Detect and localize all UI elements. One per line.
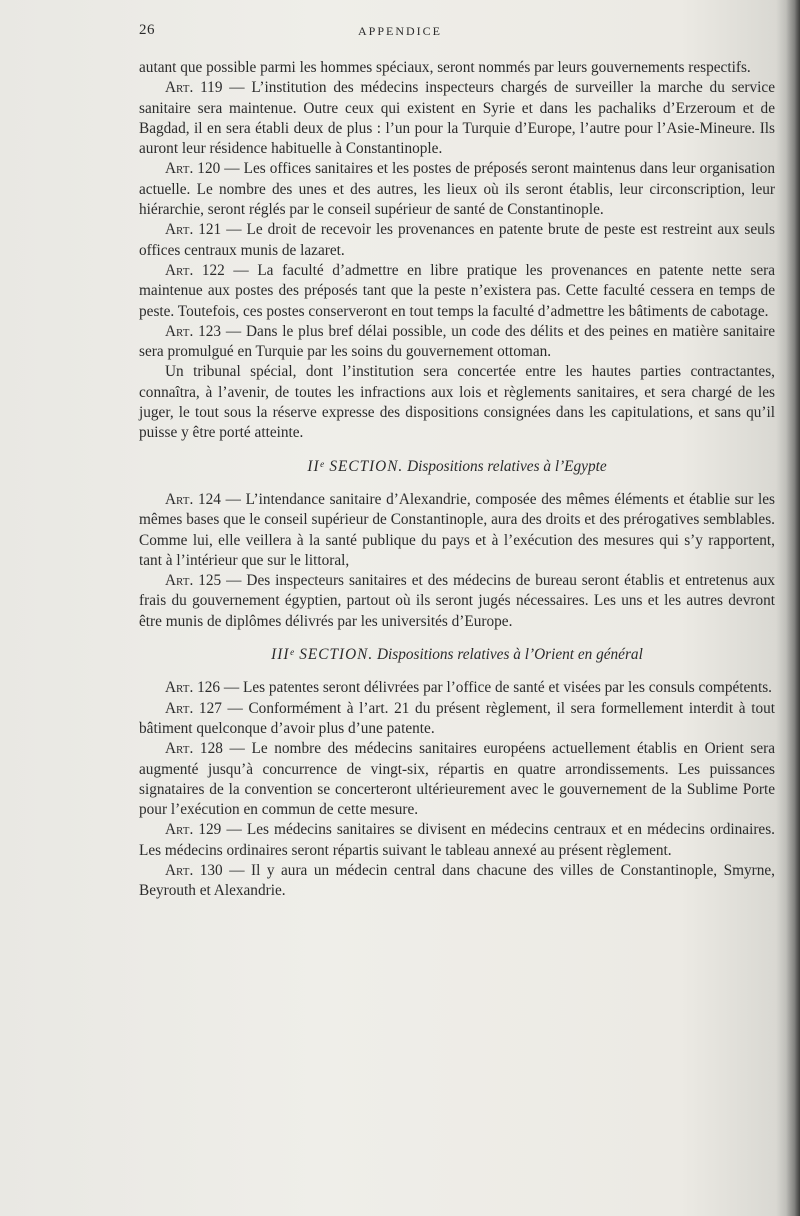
page-edge-shadow bbox=[786, 0, 800, 1216]
article-120 bbox=[139, 159, 775, 220]
article-text: — L’intendance sanitaire d’Alexandrie, composée des mêmes éléments et établie sur les mêmes bases que le conseil supérieur de Constantinople, aura des droits et des prérogatives semblables. Comme lui, elle veillera à la santé publique du pays et à l’exécution des mesures qui s’y rapportent, tant à l’intérieur que sur le littoral, bbox=[139, 490, 775, 569]
article-number: Art. 120 bbox=[165, 160, 221, 178]
page-number: 26 bbox=[139, 22, 155, 38]
article-124 bbox=[139, 490, 775, 571]
article-127 bbox=[139, 699, 775, 740]
article-121 bbox=[139, 220, 775, 261]
section-title: Dispositions relatives à l’Egypte bbox=[403, 457, 607, 475]
article-number: Art. 124 bbox=[165, 490, 221, 508]
article-number: Art. 121 bbox=[165, 221, 222, 239]
article-text: — Il y aura un médecin central dans chacune des villes de Constantinople, Smyrne, Beyrouth et Alexandrie. bbox=[139, 861, 775, 900]
article-number: Art. 123 bbox=[165, 322, 222, 340]
article-number: Art. 128 bbox=[165, 740, 223, 758]
article-number: Art. 125 bbox=[165, 572, 222, 590]
article-text: — Conformément à l’art. 21 du présent règlement, il sera formellement interdit à tout bâtiment quelconque d’avoir plus d’une patente. bbox=[139, 699, 775, 737]
article-number: Art. 129 bbox=[165, 821, 222, 839]
article-number: Art. 127 bbox=[165, 699, 222, 717]
article-123 bbox=[139, 322, 775, 363]
article-130 bbox=[139, 861, 775, 902]
article-119 bbox=[139, 78, 775, 159]
article-number: Art. 130 bbox=[165, 861, 223, 879]
article-number: Art. 119 bbox=[165, 79, 223, 97]
article-text: — Les médecins sanitaires se divisent en médecins centraux et en médecins ordinaires. Les médecins ordinaires seront répartis suivant le tableau annexé au présent règlement. bbox=[139, 821, 775, 859]
section-heading-orient bbox=[139, 645, 775, 665]
article-text: — Le nombre des médecins sanitaires européens actuellement établis en Orient sera augmenté jusqu’à concurrence de vingt-six, répartis en quatre arrondissements. Les puissances signataires de la convention se concerteront ultérieurement avec le gouvernement de la Sublime Porte pour l’exécution en commun de cette mesure. bbox=[139, 740, 775, 819]
paragraph-continuation: autant que possible parmi les hommes spéciaux, seront nommés par leurs gouvernements respectifs. bbox=[139, 59, 751, 76]
article-text: — Les offices sanitaires et les postes de préposés seront maintenus dans leur organisation actuelle. Le nombre des unes et des autres, les lieux où ils seront établis, leur circonscription, leur hiérarchie, seront réglés par le conseil supérieur de santé de Constantinople. bbox=[139, 160, 775, 219]
section-number: IIIᵉ SECTION. bbox=[271, 646, 374, 664]
section-title: Dispositions relatives à l’Orient en général bbox=[373, 646, 643, 664]
article-text: — L’institution des médecins inspecteurs chargés de surveiller la marche du service sanitaire sera maintenue. Outre ceux qui existent en Syrie et dans les pachaliks d’Erzeroum et de Bagdad, il en sera établi deux de plus : l’un pour la Turquie d’Europe, l’autre pour l’Asie-Mineure. Ils auront leur résidence habituelle à Constantinople. bbox=[139, 79, 775, 158]
section-number: IIᵉ SECTION. bbox=[307, 457, 404, 475]
article-text: — Les patentes seront délivrées par l’office de santé et visées par les consuls compétents. bbox=[220, 679, 772, 697]
article-text: — Le droit de recevoir les provenances en patente brute de peste est restreint aux seuls offices centraux munis de lazaret. bbox=[139, 221, 775, 259]
article-125 bbox=[139, 571, 775, 632]
article-number: Art. 126 bbox=[165, 679, 221, 697]
article-text: — Des inspecteurs sanitaires et des médecins de bureau seront établis et entretenus aux frais du gouvernement égyptien, partout où ils seront jugés nécessaires. Les uns et les autres devront être munis de diplômes délivrés par les universités d’Europe. bbox=[139, 572, 775, 630]
section-heading-egypt bbox=[139, 457, 775, 477]
article-number: Art. 122 bbox=[165, 261, 225, 279]
article-129 bbox=[139, 820, 775, 861]
article-128 bbox=[139, 739, 775, 820]
article-123-paragraph-2: Un tribunal spécial, dont l’institution sera concertée entre les hautes parties contractantes, connaîtra, à l’avenir, de toutes les infractions aux lois et règlements sanitaires, et sera chargé de les juger, le tout sous la réserve expresse des dispositions consignées dans les capitulations, et sans qu’il puisse y être porté atteinte. bbox=[139, 363, 775, 442]
running-head: APPENDICE bbox=[357, 24, 442, 38]
page-body bbox=[139, 58, 775, 902]
article-text: — Dans le plus bref délai possible, un code des délits et des peines en matière sanitaire sera promulgué en Turquie par les soins du gouvernement ottoman. bbox=[139, 322, 775, 361]
article-126 bbox=[139, 678, 775, 698]
article-122 bbox=[139, 261, 775, 322]
article-text: — La faculté d’admettre en libre pratique les provenances en patente nette sera maintenue aux postes des préposés tant que la peste n’existera pas. Cette faculté cessera en temps de peste. Toutefois, ces postes conserveront en tout temps la faculté d’admettre les bâtiments de cabotage. bbox=[139, 261, 775, 320]
